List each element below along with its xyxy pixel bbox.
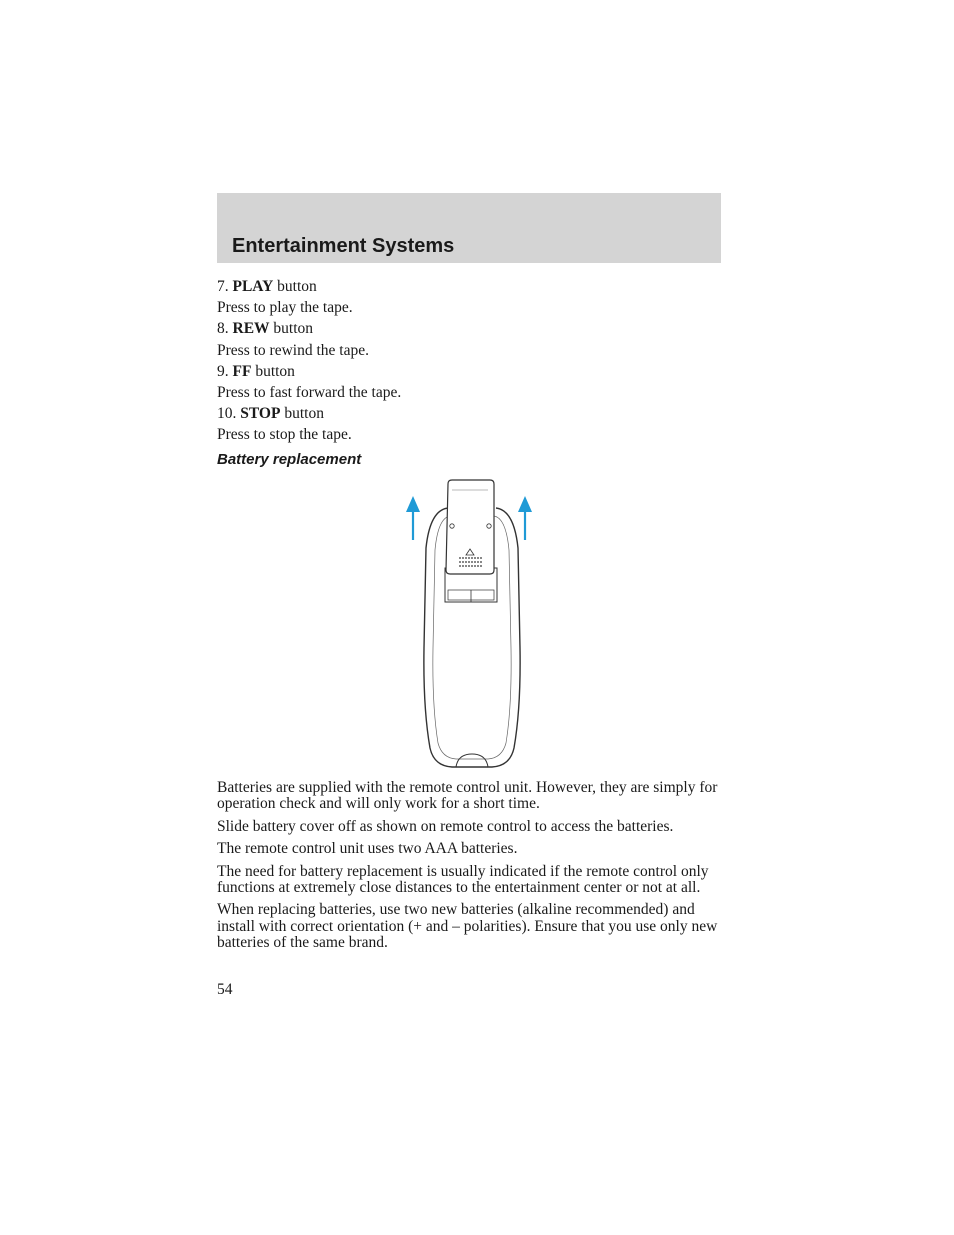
item-name: STOP — [240, 405, 281, 423]
battery-replacement-heading: Battery replacement — [217, 450, 362, 468]
paragraph: Slide battery cover off as shown on remote control to access the batteries. — [217, 817, 674, 835]
section-header-band — [217, 193, 721, 263]
item-number: 9. — [217, 362, 229, 380]
remote-control-drawing — [400, 478, 550, 774]
item-suffix: button — [255, 362, 295, 380]
arrow-up-left-icon — [406, 496, 420, 540]
item-play-desc: Press to play the tape. — [217, 299, 353, 317]
item-suffix: button — [273, 320, 314, 338]
item-number: 7. — [217, 278, 229, 295]
paragraph: Batteries are supplied with the remote control unit. However, they are simply for operation check and will only work for a short time. — [217, 779, 718, 813]
battery-instructions — [217, 780, 727, 958]
item-rew-heading — [217, 318, 721, 339]
remote-control-illustration — [400, 478, 550, 774]
item-play-heading — [217, 276, 721, 297]
remote-bottom-notch — [456, 754, 488, 767]
item-name: PLAY — [232, 278, 274, 295]
paragraph: When replacing batteries, use two new batteries (alkaline recommended) and install with correct orientation (+ and – polarities). Ensure that you use only new batteries of the same brand. — [217, 901, 718, 952]
paragraph: The remote control unit uses two AAA batteries. — [217, 840, 518, 858]
item-suffix: button — [284, 405, 324, 423]
item-number: 8. — [217, 320, 229, 338]
paragraph: The need for battery replacement is usually indicated if the remote control only functions at extremely close distances to the entertainment center or not at all. — [217, 862, 709, 897]
item-ff-desc: Press to fast forward the tape. — [217, 384, 402, 402]
item-name: FF — [232, 362, 252, 380]
item-name: REW — [232, 320, 270, 338]
item-rew-desc: Press to rewind the tape. — [217, 341, 369, 359]
item-stop-heading — [217, 403, 721, 424]
arrow-up-right-icon — [518, 496, 532, 540]
item-stop-desc: Press to stop the tape. — [217, 426, 352, 444]
page-number: 54 — [217, 981, 233, 998]
item-suffix: button — [277, 278, 317, 295]
item-number: 10. — [217, 405, 237, 423]
button-descriptions — [217, 276, 721, 470]
item-ff-heading — [217, 361, 721, 382]
section-title: Entertainment Systems — [232, 235, 455, 257]
